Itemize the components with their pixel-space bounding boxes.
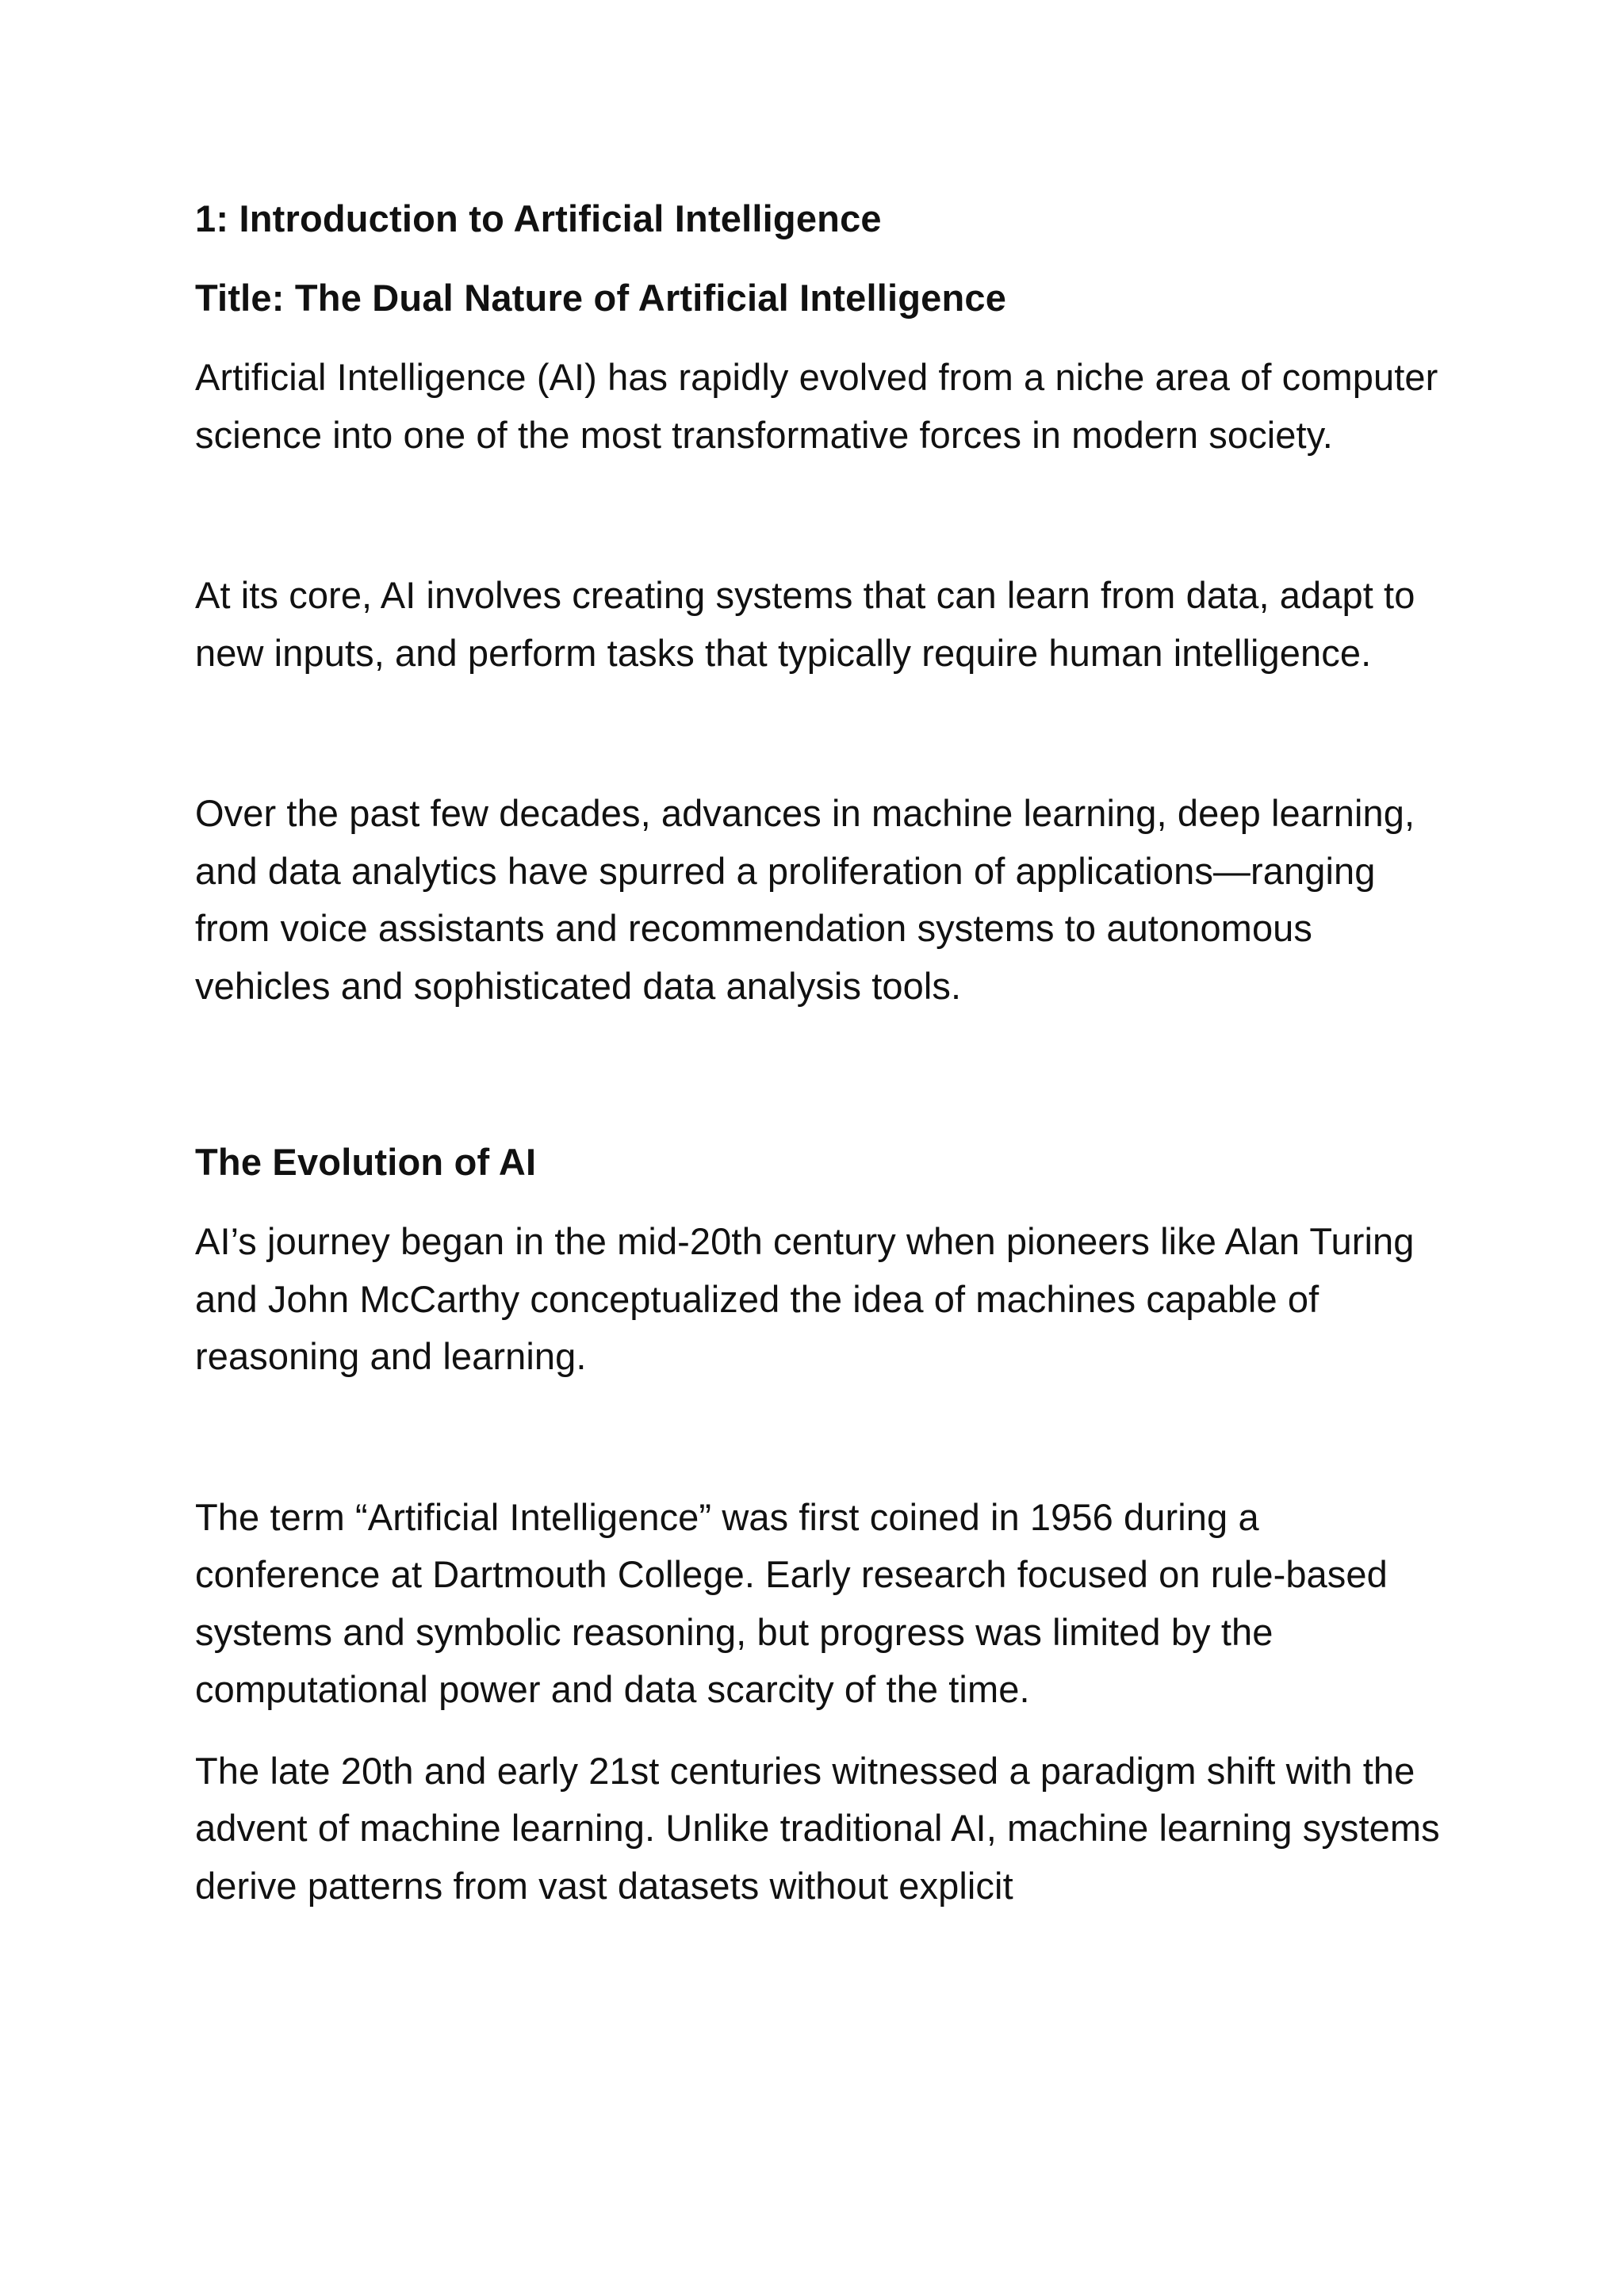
document-title: Title: The Dual Nature of Artificial Intelligence <box>195 277 1007 319</box>
paragraph-advances: Over the past few decades, advances in machine learning, deep learning, and data analytics have spurred a proliferation of applications—ranging from voice assistants and recommendation systems to autonomous vehicles and sophisticated data analysis tools. <box>195 792 1415 1007</box>
paragraph-term: The term “Artificial Intelligence” was first coined in 1956 during a conference at Dartmouth College. Early research focused on rule-based systems and symbolic reasoning, but progress was limited by the computational power and data scarcity of the time. <box>195 1495 1388 1710</box>
spacer <box>195 464 1448 567</box>
spacer <box>195 1719 1448 1743</box>
section-title: 1: Introduction to Artificial Intelligence <box>195 197 882 239</box>
paragraph-shift: The late 20th and early 21st centuries witnessed a paradigm shift with the advent of machine learning. Unlike traditional AI, machine learning systems derive patterns from vast datasets without explicit <box>195 1749 1440 1907</box>
subheading-evolution: The Evolution of AI <box>195 1141 537 1183</box>
paragraph-journey: AI’s journey began in the mid-20th century when pioneers like Alan Turing and John McCarthy conceptualized the idea of machines capable of reasoning and learning. <box>195 1220 1415 1377</box>
spacer <box>195 1386 1448 1489</box>
spacer <box>195 1015 1448 1134</box>
paragraph-intro: Artificial Intelligence (AI) has rapidly evolved from a niche area of computer science into one of the most transformative forces in modern society. <box>195 356 1438 456</box>
document-body <box>195 190 1448 1915</box>
spacer <box>195 682 1448 785</box>
paragraph-core: At its core, AI involves creating systems that can learn from data, adapt to new inputs, and perform tasks that typically require human intelligence. <box>195 574 1415 674</box>
